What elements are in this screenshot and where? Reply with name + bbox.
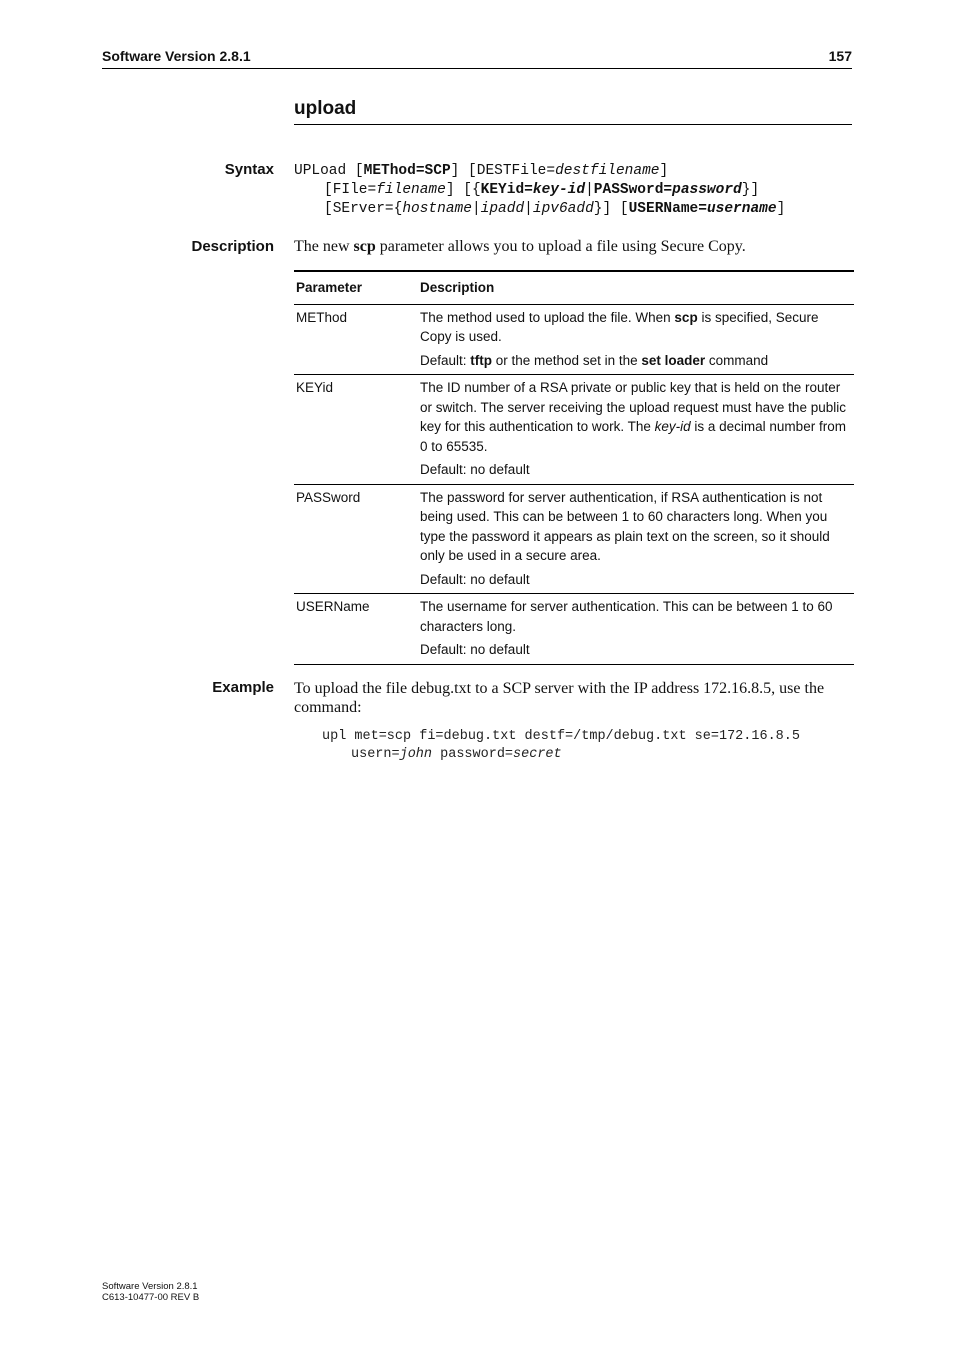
footer-doc-id: C613-10477-00 REV B [102,1292,200,1303]
syntax-line-3: [SErver={hostname|ipadd|ipv6add}] [USERName=username] [324,201,786,217]
description-text: The new scp parameter allows you to upload a file using Secure Copy. [294,238,746,255]
param-name: KEYid [294,375,418,485]
example-command: upl met=scp fi=debug.txt destf=/tmp/debug.txt se=172.16.8.5 usern=john password=secret [322,729,800,762]
table-row [294,484,854,594]
example-label: Example [212,679,274,696]
header-version: Software Version 2.8.1 [102,48,251,64]
param-description: The ID number of a RSA private or public key that is held on the router or switch. The server receiving the upload request must have the public key for this authentication to work. The key-id is a decimal number from 0 to 65535. Default: no default [418,375,854,485]
column-header-description: Description [418,271,854,304]
section-title: upload [294,98,852,125]
param-description: The username for server authentication. This can be between 1 to 60 characters long. Default: no default [418,594,854,665]
param-name: PASSword [294,484,418,594]
syntax-block [294,162,854,219]
table-row [294,594,854,665]
example-text: To upload the file debug.txt to a SCP server with the IP address 172.16.8.5, use the command: [294,680,825,716]
table-header-row [294,271,854,304]
table-row [294,304,854,375]
description-label: Description [191,238,274,255]
column-header-parameter: Parameter [294,271,418,304]
syntax-label: Syntax [224,161,274,178]
page-number: 157 [828,48,852,64]
param-description: The password for server authentication, if RSA authentication is not being used. This can be between 1 to 60 characters long. When you type the password it appears as plain text on the screen, so it should only be used in a secure area. Default: no default [418,484,854,594]
table-row [294,375,854,485]
param-description: The method used to upload the file. When scp is specified, Secure Copy is used. Default: tftp or the method set in the set loader command [418,304,854,375]
page-footer [102,1281,199,1303]
param-name: METhod [294,304,418,375]
syntax-line-1: UPLoad [METhod=SCP] [DESTFile=destfilename] [294,163,669,179]
running-header [102,48,852,69]
syntax-line-2: [FIle=filename] [{KEYid=key-id|PASSword=password}] [324,182,760,198]
footer-version: Software Version 2.8.1 [102,1281,198,1292]
parameter-table [294,270,854,665]
param-name: USERName [294,594,418,665]
